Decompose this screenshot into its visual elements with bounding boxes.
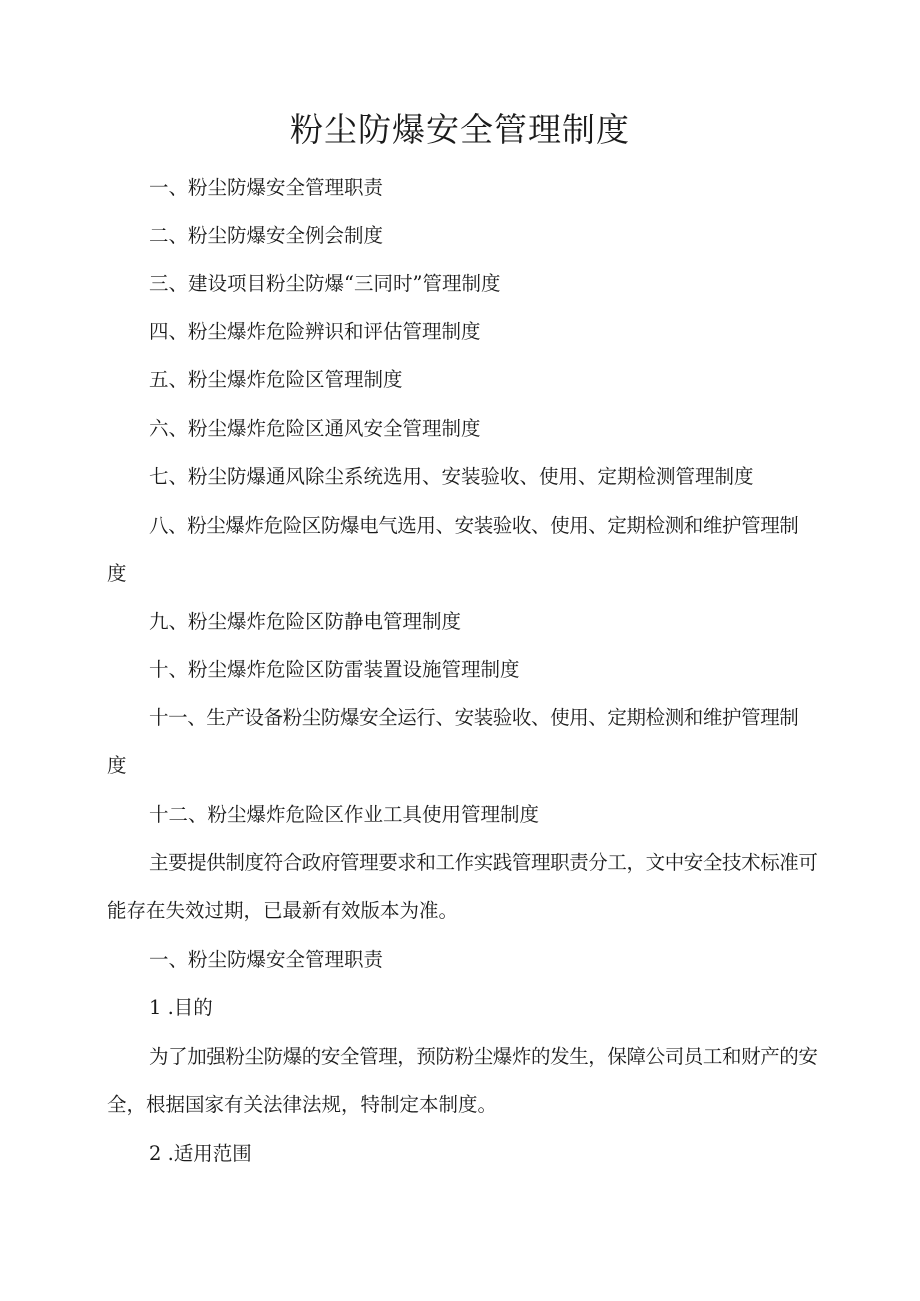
toc-item-12: 十二、粉尘爆炸危险区作业工具使用管理制度 xyxy=(149,803,540,826)
toc-item-11-line-1: 十一、生产设备粉尘防爆安全运行、安装验收、使用、定期检测和维护管理制 xyxy=(149,706,799,729)
toc-item-8-line-2: 度 xyxy=(107,562,127,585)
toc-item-4: 四、粉尘爆炸危险辨识和评估管理制度 xyxy=(149,320,481,343)
toc-item-6: 六、粉尘爆炸危险区通风安全管理制度 xyxy=(149,417,481,440)
toc-item-10: 十、粉尘爆炸危险区防雷装置设施管理制度 xyxy=(149,658,520,681)
section-1-heading: 一、粉尘防爆安全管理职责 xyxy=(149,948,384,971)
toc-item-11-line-2: 度 xyxy=(107,754,127,777)
toc-item-9: 九、粉尘爆炸危险区防静电管理制度 xyxy=(149,610,462,633)
toc-item-3: 三、建设项目粉尘防爆“三同时”管理制度 xyxy=(149,272,501,295)
scope-heading: 2 .适用范围 xyxy=(149,1142,252,1165)
toc-item-7: 七、粉尘防爆通风除尘系统选用、安装验收、使用、定期检测管理制度 xyxy=(149,465,754,488)
toc-item-1: 一、粉尘防爆安全管理职责 xyxy=(149,176,384,199)
purpose-text-line-1: 为了加强粉尘防爆的安全管理，预防粉尘爆炸的发生，保障公司员工和财产的安 xyxy=(149,1045,818,1068)
purpose-heading: 1 .目的 xyxy=(149,996,213,1019)
toc-item-5: 五、粉尘爆炸危险区管理制度 xyxy=(149,368,403,391)
purpose-text-line-2: 全，根据国家有关法律法规，特制定本制度。 xyxy=(107,1093,498,1116)
note-line-2: 能存在失效过期，已最新有效版本为准。 xyxy=(107,899,459,922)
toc-item-2: 二、粉尘防爆安全例会制度 xyxy=(149,224,384,247)
toc-item-8-line-1: 八、粉尘爆炸危险区防爆电气选用、安装验收、使用、定期检测和维护管理制 xyxy=(149,514,799,537)
note-line-1: 主要提供制度符合政府管理要求和工作实践管理职责分工，文中安全技术标准可 xyxy=(149,851,818,874)
document-title: 粉尘防爆安全管理制度 xyxy=(290,110,630,149)
